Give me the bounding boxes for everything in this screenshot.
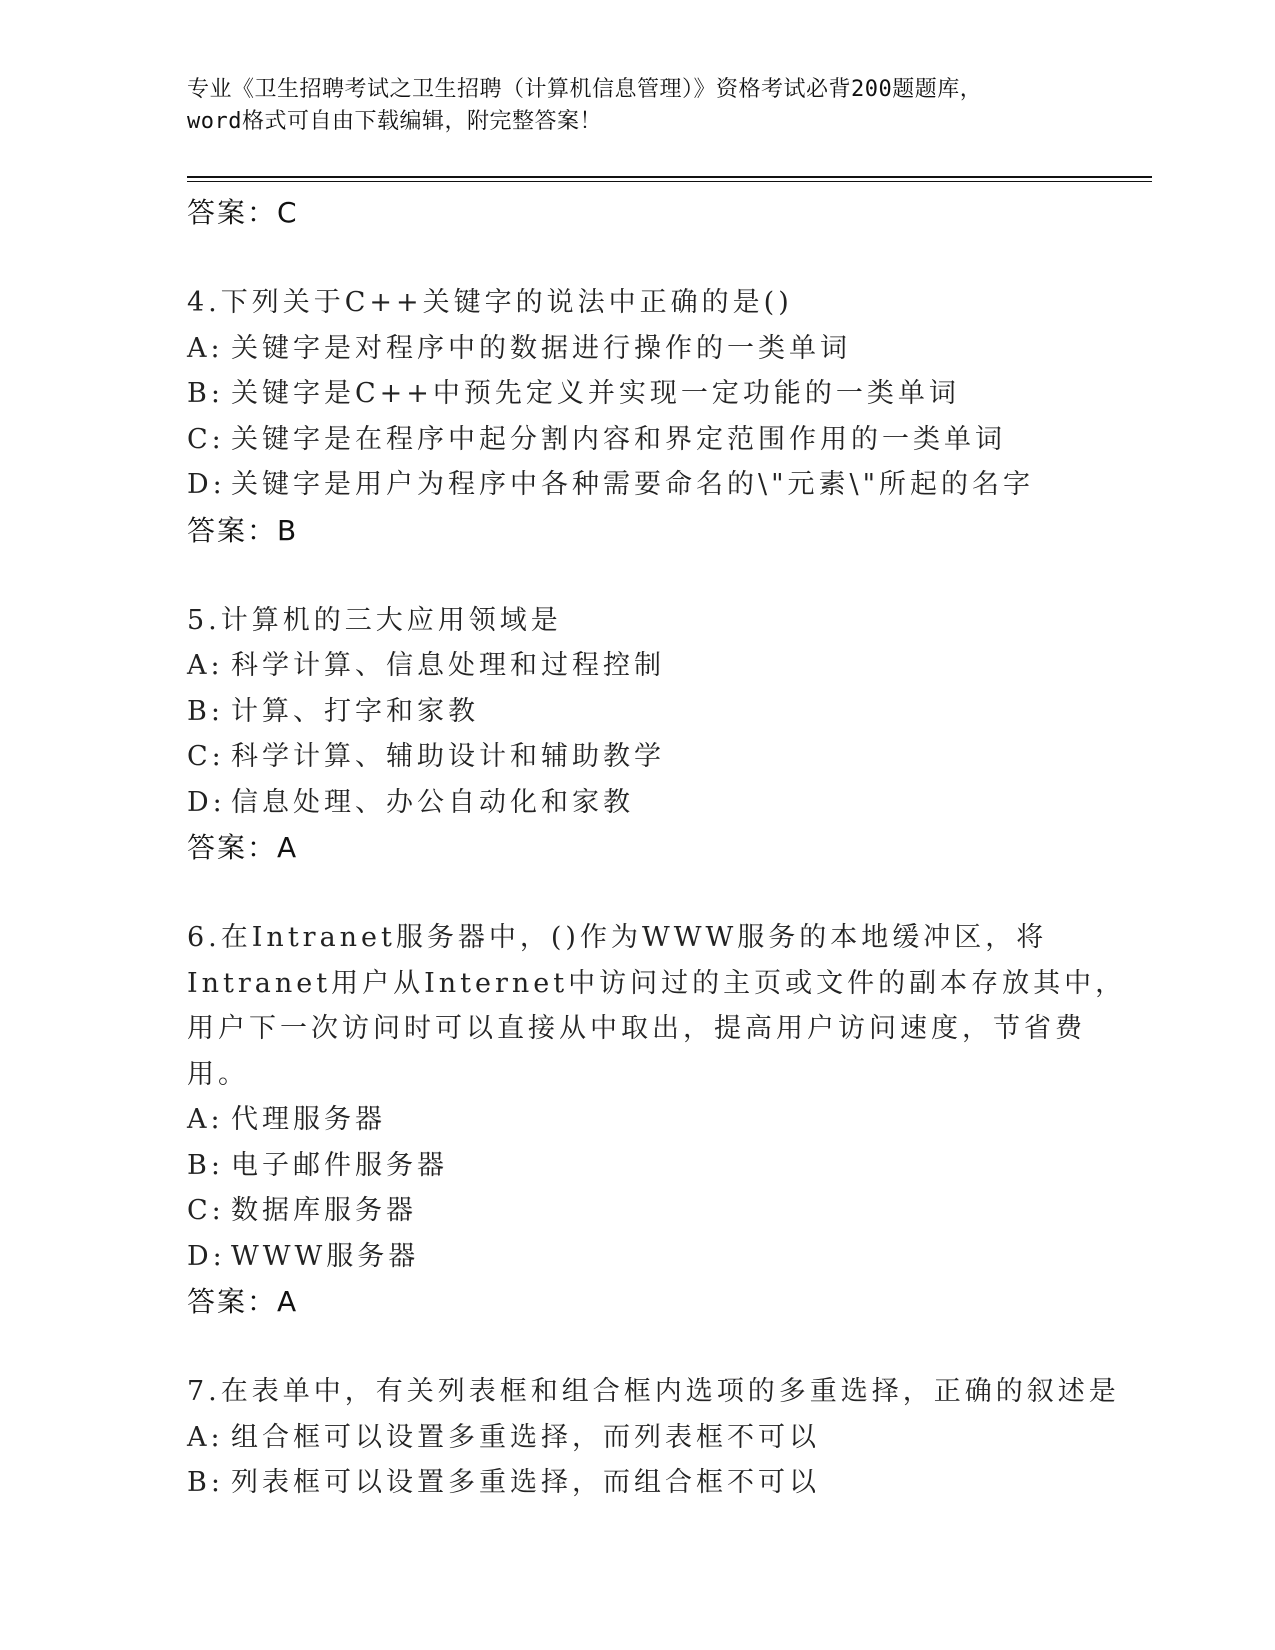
option-letter: D: xyxy=(187,1240,226,1272)
option-text: 科学计算、辅助设计和辅助教学 xyxy=(231,741,665,772)
option-letter: C: xyxy=(187,423,225,455)
question-text: 5.计算机的三大应用领域是 xyxy=(187,604,562,636)
option-d xyxy=(187,780,1137,826)
spacer xyxy=(187,554,1137,598)
option-letter: B: xyxy=(187,1467,224,1498)
option-letter: B: xyxy=(187,1149,224,1181)
option-letter: B: xyxy=(187,695,224,727)
option-text: 科学计算、信息处理和过程控制 xyxy=(231,650,665,681)
option-a xyxy=(187,1415,1137,1461)
option-d xyxy=(187,462,1137,508)
option-b xyxy=(187,1460,1137,1506)
option-text: 电子邮件服务器 xyxy=(231,1149,448,1181)
option-a xyxy=(187,643,1137,689)
document-header xyxy=(187,74,1087,138)
option-text: WWW服务器 xyxy=(231,1240,420,1272)
spacer xyxy=(187,871,1137,915)
option-text: 组合框可以设置多重选择，而列表框不可以 xyxy=(231,1421,820,1453)
option-text: 关键字是用户为程序中各种需要命名的\"元素\"所起的名字 xyxy=(231,469,1035,500)
question-block-5 xyxy=(187,598,1137,872)
header-title-line-2: word格式可自由下载编辑，附完整答案！ xyxy=(187,109,602,134)
spacer xyxy=(187,1325,1137,1369)
option-text: 关键字是C++中预先定义并实现一定功能的一类单词 xyxy=(231,378,960,409)
answer-line: 答案：A xyxy=(187,1285,299,1318)
option-text: 数据库服务器 xyxy=(231,1195,417,1226)
option-a xyxy=(187,1097,1137,1143)
option-c xyxy=(187,417,1137,463)
header-title-line-1: 专业《卫生招聘考试之卫生招聘（计算机信息管理）》资格考试必背200题题库， xyxy=(187,77,983,102)
option-text: 计算、打字和家教 xyxy=(231,695,479,727)
spacer xyxy=(187,236,1137,280)
option-c xyxy=(187,734,1137,780)
option-letter: D: xyxy=(187,786,226,818)
option-text: 代理服务器 xyxy=(231,1104,386,1135)
option-text: 关键字是在程序中起分割内容和界定范围作用的一类单词 xyxy=(231,423,1006,455)
option-b xyxy=(187,371,1137,417)
option-text: 列表框可以设置多重选择，而组合框不可以 xyxy=(231,1467,820,1498)
header-rule-thin xyxy=(187,181,1152,182)
header-rule-thick xyxy=(187,176,1152,178)
option-letter: C: xyxy=(187,741,225,772)
option-b xyxy=(187,1143,1137,1189)
question-block-6 xyxy=(187,915,1137,1325)
option-a xyxy=(187,326,1137,372)
option-letter: A: xyxy=(187,332,224,364)
answer-line: 答案：C xyxy=(187,196,299,229)
option-d xyxy=(187,1234,1137,1280)
option-text: 关键字是对程序中的数据进行操作的一类单词 xyxy=(231,332,851,364)
question-text: 4.下列关于C++关键字的说法中正确的是() xyxy=(187,287,793,318)
question-text: 6.在Intranet服务器中，()作为WWW服务的本地缓冲区，将Intranet用户从Internet中访问过的主页或文件的副本存放其中，用户下一次访问时可以直接从中取出，提高用户访问速度，节省费用。 xyxy=(187,922,1127,1090)
option-text: 信息处理、办公自动化和家教 xyxy=(231,786,634,818)
option-b xyxy=(187,689,1137,735)
answer-line: 答案：A xyxy=(187,831,299,864)
option-letter: A: xyxy=(187,1104,224,1135)
question-block-7 xyxy=(187,1369,1137,1506)
question-text: 7.在表单中，有关列表框和组合框内选项的多重选择，正确的叙述是 xyxy=(187,1376,1120,1407)
document-body xyxy=(187,190,1137,1506)
option-letter: C: xyxy=(187,1195,225,1226)
option-letter: D: xyxy=(187,469,226,500)
question-block-4 xyxy=(187,280,1137,554)
option-letter: A: xyxy=(187,650,224,681)
option-letter: A: xyxy=(187,1421,224,1453)
option-c xyxy=(187,1188,1137,1234)
option-letter: B: xyxy=(187,378,224,409)
answer-line: 答案：B xyxy=(187,513,299,547)
